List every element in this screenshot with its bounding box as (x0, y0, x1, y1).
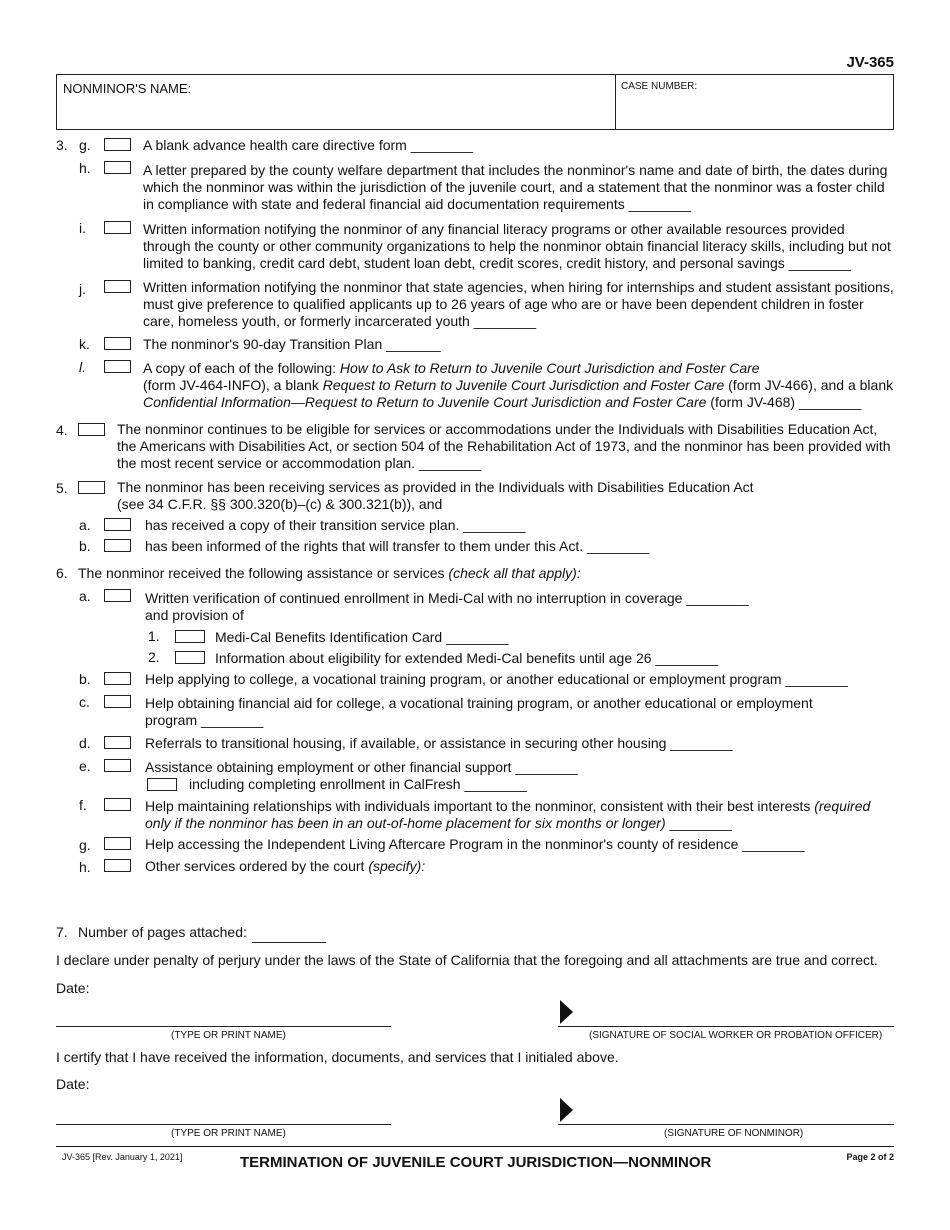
item-7-text: Number of pages attached: (78, 924, 247, 940)
header-box (56, 74, 894, 130)
form-id: JV-365 (846, 54, 894, 71)
signature-caption-2: (SIGNATURE OF NONMINOR) (664, 1128, 804, 1139)
item-4-text-1: The nonminor continues to be eligible for services or accommodations under the Individuals with Disabilities Education Act, (117, 421, 878, 437)
item-3g-letter: g. (79, 137, 91, 153)
item-5a-letter: a. (79, 517, 91, 533)
item-6a2-number: 2. (148, 649, 160, 665)
item-6a1-checkbox[interactable] (175, 630, 205, 643)
item-6e-sub-text: including completing enrollment in CalFresh ________ (189, 776, 527, 792)
item-6a-letter: a. (79, 588, 91, 604)
item-6-number: 6. (56, 565, 68, 581)
item-3g-checkbox[interactable] (104, 138, 131, 151)
signature-line-1[interactable] (558, 1026, 894, 1027)
item-6e-checkbox[interactable] (104, 759, 131, 772)
footer-rule (56, 1146, 894, 1147)
item-6b-letter: b. (79, 671, 91, 687)
item-4-text-2: the Americans with Disabilities Act, or section 504 of the Rehabilitation Act of 1973, and the nonminor has been provided with (117, 438, 891, 454)
item-6a1-text: Medi-Cal Benefits Identification Card ________ (215, 629, 509, 645)
item-3k-checkbox[interactable] (104, 337, 131, 350)
item-6c-letter: c. (79, 694, 90, 710)
item-5b-checkbox[interactable] (104, 539, 131, 552)
item-3j-text-3: care, homeless youth, or formerly incarcerated youth ________ (143, 313, 536, 329)
signature-arrow-icon (560, 1098, 573, 1122)
item-6g-checkbox[interactable] (104, 837, 131, 850)
item-6b-checkbox[interactable] (104, 672, 131, 685)
item-3g-text: A blank advance health care directive form ________ (143, 137, 473, 153)
signature-caption-1: (SIGNATURE OF SOCIAL WORKER OR PROBATION OFFICER) (589, 1030, 883, 1041)
item-6b-text: Help applying to college, a vocational training program, or another educational or employment program ________ (145, 671, 848, 687)
item-6g-text: Help accessing the Independent Living Aftercare Program in the nonminor's county of residence ________ (145, 836, 805, 852)
item-6a-text-2: and provision of (145, 607, 244, 623)
item-3l-letter: l. (79, 359, 86, 375)
item-3h-text-1: A letter prepared by the county welfare department that includes the nonminor's name and date of birth, the dates during (143, 162, 888, 178)
certify-text: I certify that I have received the information, documents, and services that I initialed above. (56, 1049, 619, 1065)
item-6a2-text: Information about eligibility for extended Medi-Cal benefits until age 26 ________ (215, 650, 718, 666)
item-3h-text-2: which the nonminor was within the jurisdiction of the juvenile court, and a statement that the nonminor was a foster child (143, 179, 885, 195)
item-3i-text-2: through the county or other community organizations to help the nonminor obtain financial literacy skills, including but not (143, 238, 891, 254)
item-3i-checkbox[interactable] (104, 221, 131, 234)
case-number-field[interactable]: CASE NUMBER: (621, 81, 698, 92)
item-5-checkbox[interactable] (78, 481, 105, 494)
item-6a-checkbox[interactable] (104, 589, 131, 602)
item-3j-text-1: Written information notifying the nonminor that state agencies, when hiring for internships and student assistant positions, (143, 279, 894, 295)
item-5-text-2: (see 34 C.F.R. §§ 300.320(b)–(c) & 300.321(b)), and (117, 496, 443, 512)
item-3i-letter: i. (79, 220, 86, 236)
item-5-text-1: The nonminor has been receiving services as provided in the Individuals with Disabilities Education Act (117, 479, 754, 495)
item-6a2-checkbox[interactable] (175, 651, 205, 664)
item-6h-letter: h. (79, 859, 91, 875)
print-name-caption-2: (TYPE OR PRINT NAME) (171, 1128, 286, 1139)
item-3k-letter: k. (79, 336, 90, 352)
item-6h-text: Other services ordered by the court (specify): (145, 858, 426, 874)
item-4-number: 4. (56, 422, 68, 438)
item-3j-text-2: must give preference to qualified applicants up to 26 years of age who are or have been dependent children in foster (143, 296, 864, 312)
pages-attached-field[interactable] (252, 942, 326, 943)
item-6d-letter: d. (79, 735, 91, 751)
item-6e-text: Assistance obtaining employment or other financial support ________ (145, 759, 578, 775)
item-3l-text-3: Confidential Information—Request to Return to Juvenile Court Jurisdiction and Foster Care (form JV-468) ________ (143, 394, 862, 410)
item-3h-checkbox[interactable] (104, 161, 131, 174)
item-3j-letter: j. (79, 281, 86, 297)
signature-arrow-icon (560, 1000, 573, 1024)
item-3i-text-1: Written information notifying the nonminor of any financial literacy programs or other available resources provided (143, 221, 845, 237)
item-6g-letter: g. (79, 837, 91, 853)
item-5b-text: has been informed of the rights that will transfer to them under this Act. ________ (145, 538, 650, 554)
item-6e-calfresh-checkbox[interactable] (147, 778, 177, 791)
footer-page-number: Page 2 of 2 (846, 1152, 894, 1162)
item-6-text: The nonminor received the following assistance or services (check all that apply): (78, 565, 581, 581)
item-3-number: 3. (56, 137, 68, 153)
footer-title: TERMINATION OF JUVENILE COURT JURISDICTION—NONMINOR (240, 1154, 712, 1171)
item-7-number: 7. (56, 924, 68, 940)
date-label-1: Date: (56, 980, 90, 996)
nonminor-name-field[interactable]: NONMINOR'S NAME: (63, 81, 192, 96)
item-6f-letter: f. (79, 797, 87, 813)
item-3h-text-3: in compliance with state and federal financial aid documentation requirements ________ (143, 196, 691, 212)
item-6f-text-2: only if the nonminor has been in an out-of-home placement for six months or longer) ________ (145, 815, 732, 831)
item-5b-letter: b. (79, 538, 91, 554)
item-4-text-3: the most recent service or accommodation plan. ________ (117, 455, 482, 471)
item-3l-checkbox[interactable] (104, 360, 131, 373)
item-6c-text-2: program ________ (145, 712, 264, 728)
item-3k-text: The nonminor's 90-day Transition Plan _______ (143, 336, 441, 352)
item-6c-checkbox[interactable] (104, 695, 131, 708)
item-6d-checkbox[interactable] (104, 736, 131, 749)
item-6c-text-1: Help obtaining financial aid for college, a vocational training program, or another educational or employment (145, 695, 813, 711)
footer-form-revision: JV-365 [Rev. January 1, 2021] (62, 1152, 183, 1162)
print-name-line-1[interactable] (56, 1026, 391, 1027)
date-label-2: Date: (56, 1076, 90, 1092)
item-5-number: 5. (56, 480, 68, 496)
item-6d-text: Referrals to transitional housing, if available, or assistance in securing other housing ________ (145, 735, 733, 751)
item-3l-text-2: (form JV-464-INFO), a blank Request to Return to Juvenile Court Jurisdiction and Foster Care (form JV-466), and a blank (143, 377, 894, 393)
print-name-line-2[interactable] (56, 1124, 391, 1125)
declaration-text: I declare under penalty of perjury under the laws of the State of California that the foregoing and all attachments are true and correct. (56, 952, 878, 968)
item-6f-text-1: Help maintaining relationships with individuals important to the nonminor, consistent with their best interests (required (145, 798, 871, 814)
item-5a-text: has received a copy of their transition service plan. ________ (145, 517, 526, 533)
item-6a-text-1: Written verification of continued enrollment in Medi-Cal with no interruption in coverage ________ (145, 590, 749, 606)
item-6e-letter: e. (79, 758, 91, 774)
item-3j-checkbox[interactable] (104, 280, 131, 293)
print-name-caption-1: (TYPE OR PRINT NAME) (171, 1030, 286, 1041)
item-3h-letter: h. (79, 160, 91, 176)
item-6a1-number: 1. (148, 628, 160, 644)
item-6f-checkbox[interactable] (104, 798, 131, 811)
item-3l-text-1: A copy of each of the following: How to Ask to Return to Juvenile Court Jurisdiction and Foster Care (143, 360, 760, 376)
item-3i-text-3: limited to banking, credit card debt, student loan debt, credit scores, credit history, and personal savings ________ (143, 255, 851, 271)
item-5a-checkbox[interactable] (104, 518, 131, 531)
signature-line-2[interactable] (558, 1124, 894, 1125)
item-4-checkbox[interactable] (78, 423, 105, 436)
item-6h-checkbox[interactable] (104, 859, 131, 872)
